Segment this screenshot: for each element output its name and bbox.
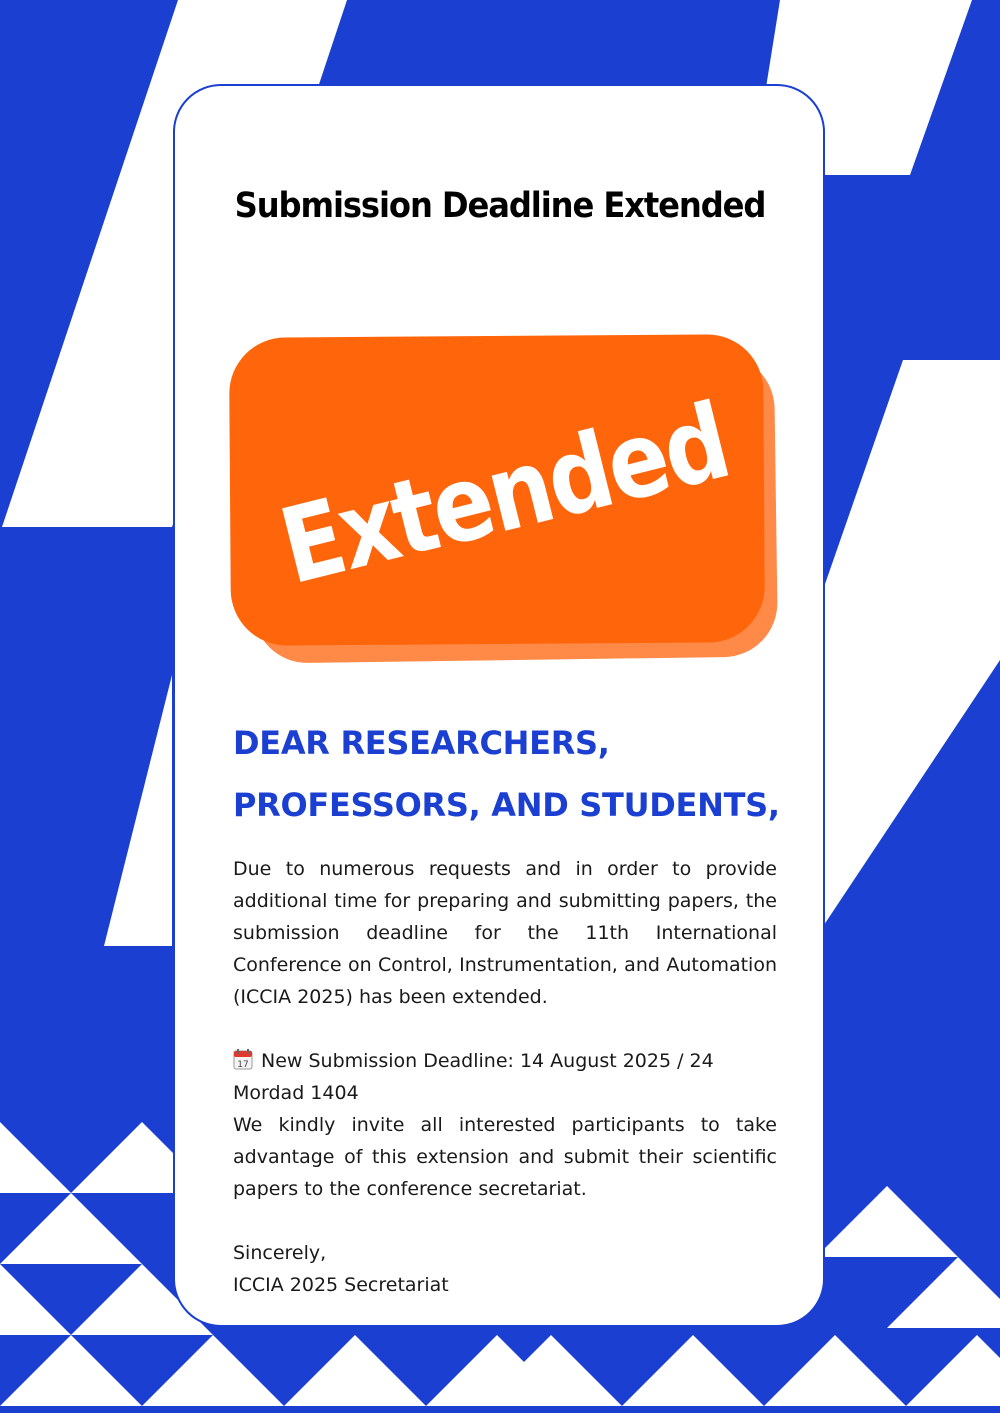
triangle-shape [0, 1122, 71, 1193]
greeting [233, 712, 793, 836]
extended-stamp [230, 334, 778, 664]
triangle-shape [284, 1335, 426, 1406]
triangle-shape [816, 1186, 958, 1257]
closing: Sincerely, [233, 1242, 327, 1264]
triangle-shape [622, 1335, 764, 1406]
triangle-shape [906, 1335, 1000, 1406]
greeting-line-1: DEAR RESEARCHERS, [233, 724, 610, 762]
body-paragraph-2: We kindly invite all interested participants to take advantage of this extension and submit their scientific papers to the conference secretariat. [233, 1114, 777, 1200]
body-paragraph-1: Due to numerous requests and in order to provide additional time for preparing and submitting papers, the submission deadline for the 11th International Conference on Control, Instrumentation, and Automation (ICCIA 2025) has been extended. [233, 858, 777, 1008]
triangle-shape [0, 1335, 142, 1406]
triangle-shape [764, 1335, 906, 1406]
triangle-shape [887, 1257, 1000, 1328]
deadline-line [233, 1045, 777, 1109]
stamp-label: Extended [269, 379, 739, 609]
svg-text:17: 17 [237, 1060, 249, 1070]
greeting-line-2: PROFESSORS, AND STUDENTS, [233, 786, 780, 824]
triangle-shape [0, 1264, 71, 1335]
page-title: Submission Deadline Extended [234, 186, 766, 226]
triangle-shape [142, 1335, 284, 1406]
calendar-icon [233, 1048, 253, 1069]
triangle-shape [0, 1193, 142, 1264]
signature: ICCIA 2025 Secretariat [233, 1274, 449, 1296]
white-stripe-lower-left [104, 675, 172, 946]
deadline-text: New Submission Deadline: 14 August 2025 / 24 Mordad 1404 [233, 1050, 714, 1104]
